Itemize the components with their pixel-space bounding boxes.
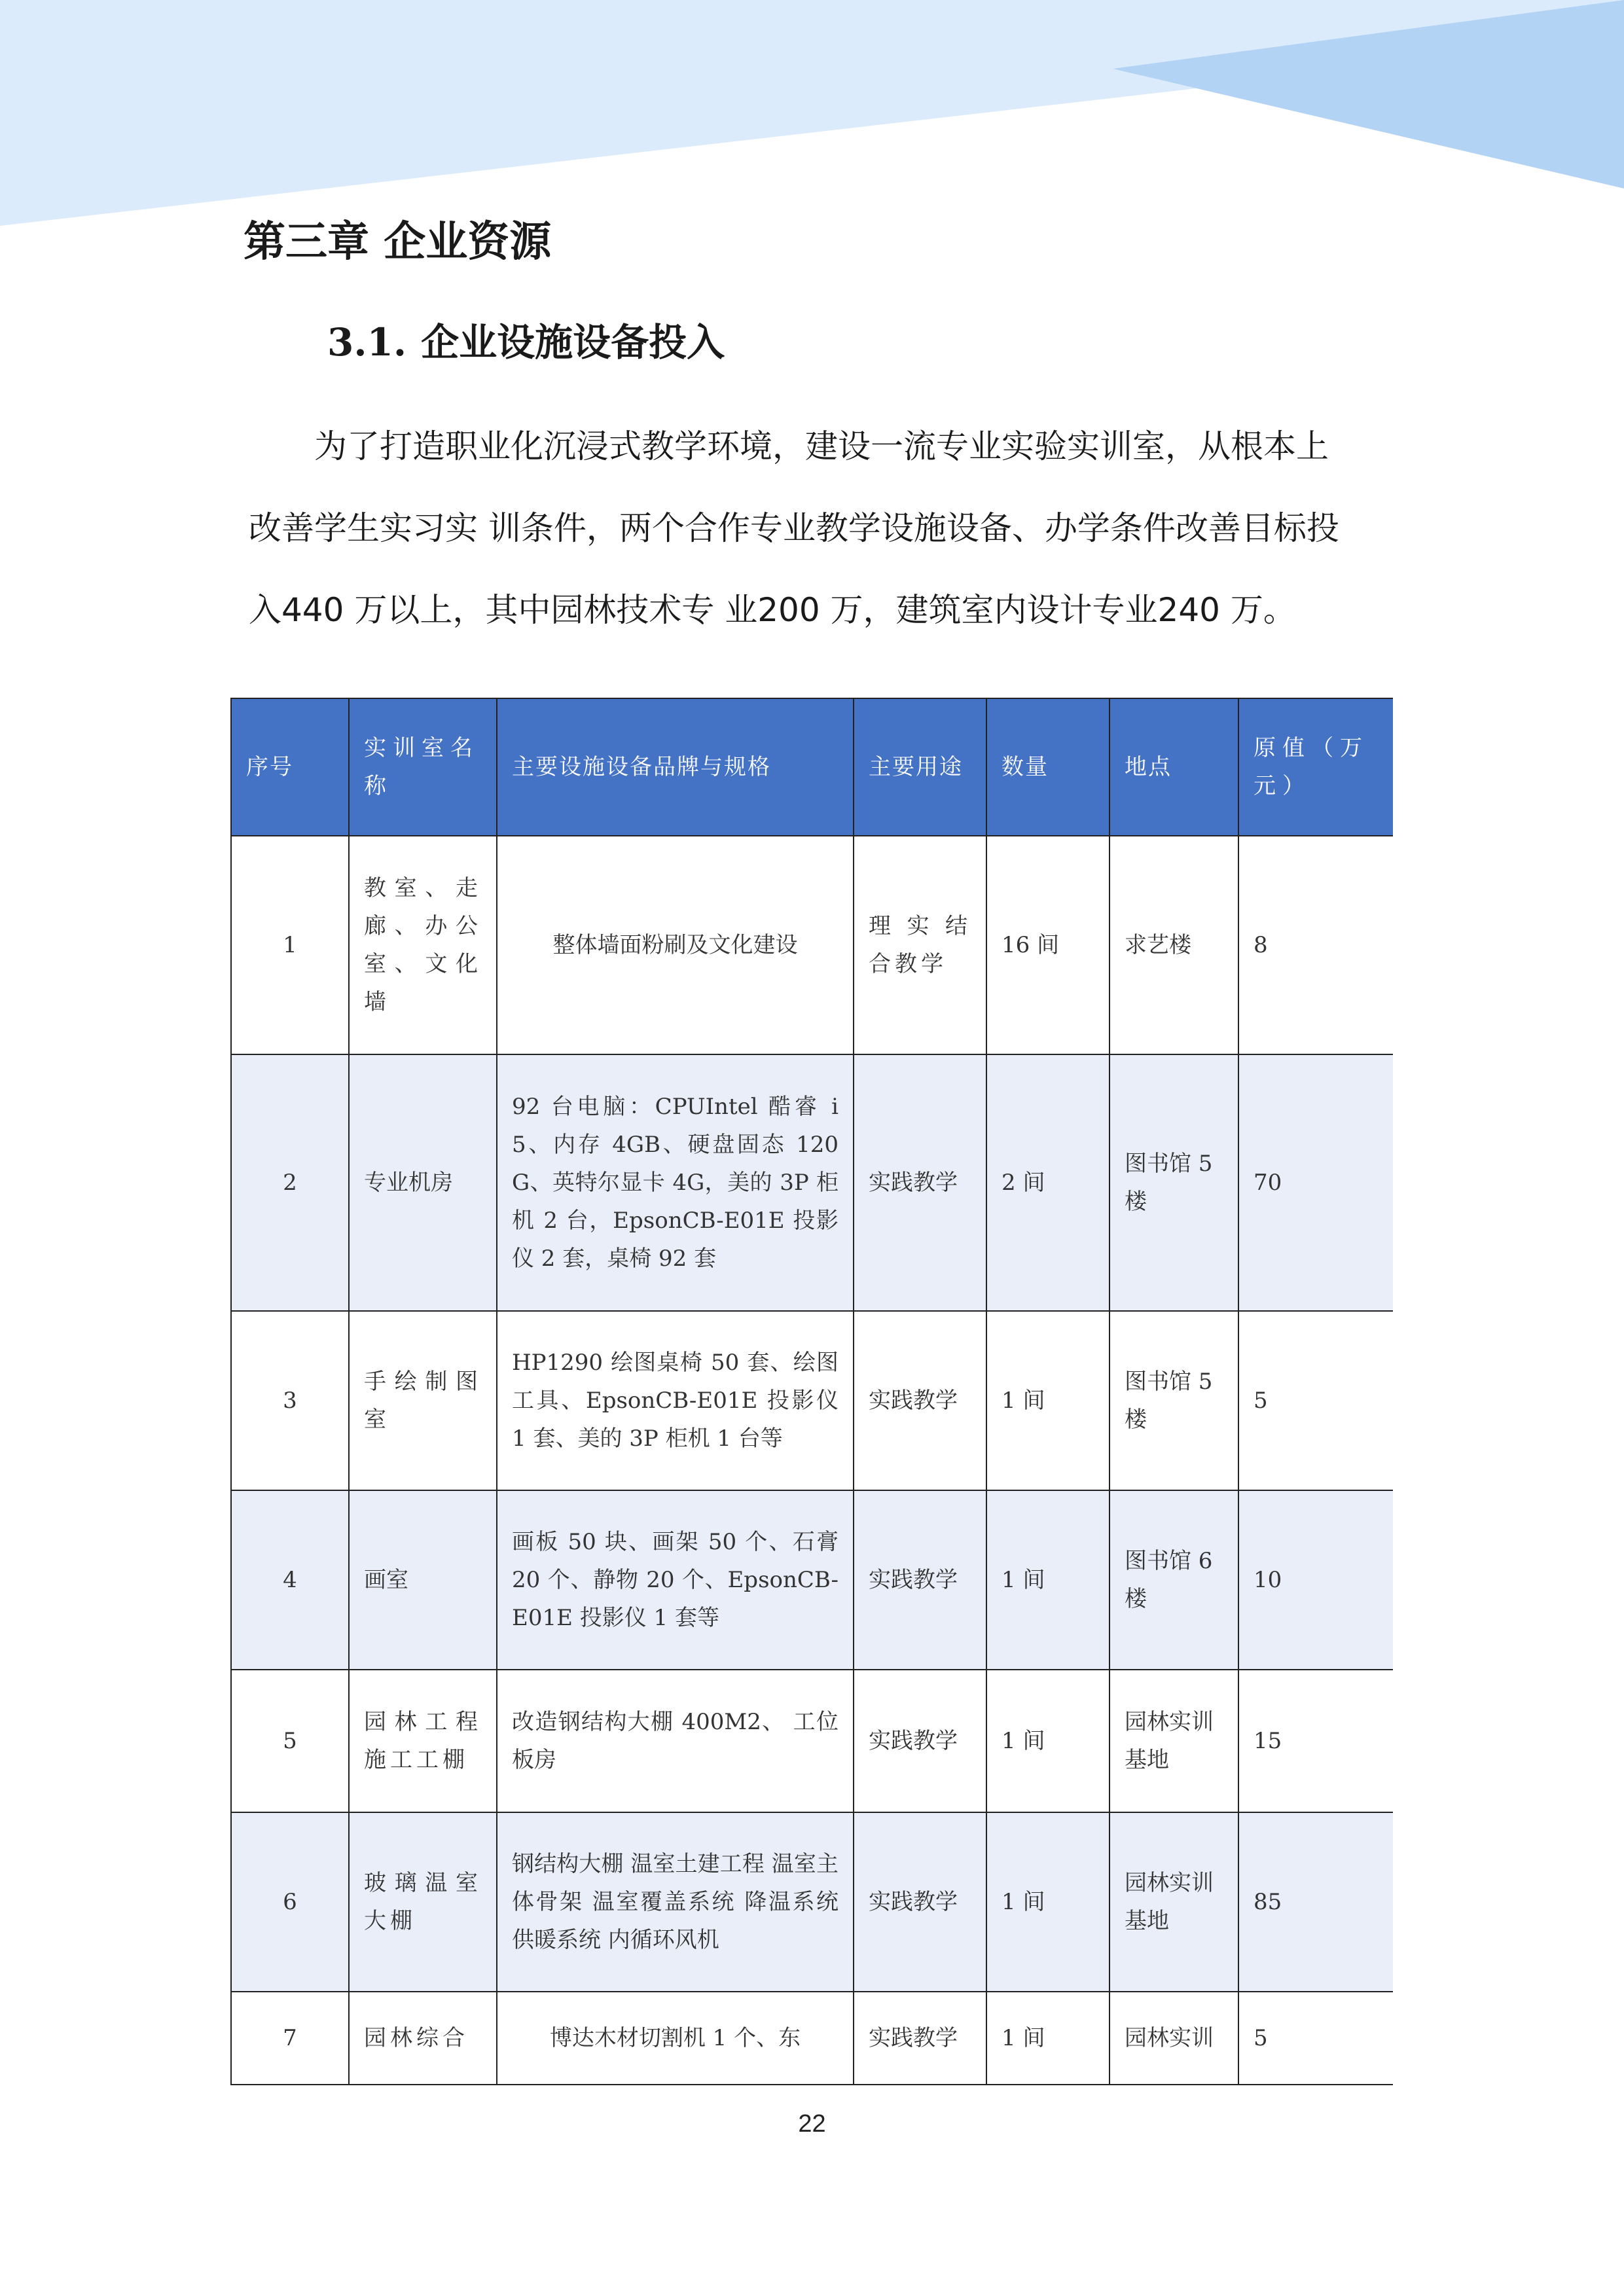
cell-equipment: 钢结构大棚 温室土建工程 温室主体骨架 温室覆盖系统 降温系统 供暖系统 内循环风机 bbox=[497, 1812, 854, 1992]
cell-room-name: 教室、走廊、办公室、文化墙 bbox=[349, 836, 497, 1054]
cell-no: 3 bbox=[231, 1311, 349, 1490]
cell-no: 4 bbox=[231, 1490, 349, 1670]
cell-location: 园林实训基地 bbox=[1110, 1670, 1238, 1812]
cell-value: 85 bbox=[1238, 1812, 1393, 1992]
cell-qty: 1 间 bbox=[986, 1812, 1110, 1992]
cell-use: 实践教学 bbox=[854, 1670, 986, 1812]
table-row bbox=[231, 1311, 1393, 1490]
cell-location: 园林实训 bbox=[1110, 1992, 1238, 2085]
intro-line: 为了打造职业化沉浸式教学环境，建设一流专业实验实训室，从根本上 bbox=[314, 427, 1329, 465]
facilities-table-container bbox=[230, 698, 1393, 2092]
table-row bbox=[231, 1054, 1393, 1311]
cell-no: 1 bbox=[231, 836, 349, 1054]
table-row bbox=[231, 1490, 1393, 1670]
header-banner bbox=[0, 0, 1624, 236]
cell-equipment: 整体墙面粉刷及文化建设 bbox=[497, 836, 854, 1054]
cell-qty: 2 间 bbox=[986, 1054, 1110, 1311]
intro-line: 改善学生实习实 训条件，两个合作专业教学设施设备、办学条件改善目标投 bbox=[249, 509, 1339, 547]
header-equipment: 主要设施设备品牌与规格 bbox=[497, 698, 854, 836]
cell-room-name: 玻璃温室大棚 bbox=[349, 1812, 497, 1992]
cell-value: 5 bbox=[1238, 1311, 1393, 1490]
section-title: 企业设施设备投入 bbox=[421, 320, 725, 365]
cell-room-name: 专业机房 bbox=[349, 1054, 497, 1311]
cell-location: 图书馆 6 楼 bbox=[1110, 1490, 1238, 1670]
cell-qty: 16 间 bbox=[986, 836, 1110, 1054]
cell-equipment: 改造钢结构大棚 400M2、 工位 板房 bbox=[497, 1670, 854, 1812]
cell-room-name: 园林工程施工工棚 bbox=[349, 1670, 497, 1812]
cell-value: 8 bbox=[1238, 836, 1393, 1054]
cell-no: 5 bbox=[231, 1670, 349, 1812]
cell-room-name: 手绘制图室 bbox=[349, 1311, 497, 1490]
cell-qty: 1 间 bbox=[986, 1670, 1110, 1812]
cell-location: 图书馆 5 楼 bbox=[1110, 1054, 1238, 1311]
cell-use: 实践教学 bbox=[854, 1490, 986, 1670]
cell-qty: 1 间 bbox=[986, 1311, 1110, 1490]
cell-use: 实践教学 bbox=[854, 1311, 986, 1490]
cell-room-name: 画室 bbox=[349, 1490, 497, 1670]
cell-value: 5 bbox=[1238, 1992, 1393, 2085]
header-value: 原值（万元） bbox=[1238, 698, 1393, 836]
chapter-title: 第三章 企业资源 bbox=[244, 218, 552, 266]
cell-location: 求艺楼 bbox=[1110, 836, 1238, 1054]
table-row bbox=[231, 1670, 1393, 1812]
cell-location: 图书馆 5 楼 bbox=[1110, 1311, 1238, 1490]
cell-no: 7 bbox=[231, 1992, 349, 2085]
header-qty: 数量 bbox=[986, 698, 1110, 836]
header-room-name: 实训室名称 bbox=[349, 698, 497, 836]
cell-use: 实践教学 bbox=[854, 1992, 986, 2085]
page-number: 22 bbox=[798, 2110, 826, 2138]
header-no: 序号 bbox=[231, 698, 349, 836]
header-location: 地点 bbox=[1110, 698, 1238, 836]
cell-use: 理实结合教学 bbox=[854, 836, 986, 1054]
section-heading bbox=[327, 312, 725, 367]
cell-qty: 1 间 bbox=[986, 1490, 1110, 1670]
table-row bbox=[231, 836, 1393, 1054]
cell-location: 园林实训基地 bbox=[1110, 1812, 1238, 1992]
cell-equipment: 92 台电脑：CPUIntel 酷睿 i5、内存 4GB、硬盘固态 120G、英特尔显卡 4G，美的 3P 柜机 2 台，EpsonCB-E01E 投影仪 2 套，桌椅 92 套 bbox=[497, 1054, 854, 1311]
cell-use: 实践教学 bbox=[854, 1054, 986, 1311]
cell-use: 实践教学 bbox=[854, 1812, 986, 1992]
cell-room-name: 园林综合 bbox=[349, 1992, 497, 2085]
cell-value: 70 bbox=[1238, 1054, 1393, 1311]
table-header-row bbox=[231, 698, 1393, 836]
cell-equipment: 画板 50 块、画架 50 个、石膏 20 个、静物 20 个、EpsonCB-E01E 投影仪 1 套等 bbox=[497, 1490, 854, 1670]
cell-no: 6 bbox=[231, 1812, 349, 1992]
facilities-table bbox=[230, 698, 1393, 2085]
intro-paragraph bbox=[249, 406, 1388, 651]
cell-equipment: 博达木材切割机 1 个、东 bbox=[497, 1992, 854, 2085]
cell-value: 10 bbox=[1238, 1490, 1393, 1670]
table-row bbox=[231, 1812, 1393, 1992]
cell-no: 2 bbox=[231, 1054, 349, 1311]
table-row bbox=[231, 1992, 1393, 2085]
cell-equipment: HP1290 绘图桌椅 50 套、绘图工具、EpsonCB-E01E 投影仪 1 套、美的 3P 柜机 1 台等 bbox=[497, 1311, 854, 1490]
intro-line: 入440 万以上，其中园林技术专 业200 万，建筑室内设计专业240 万。 bbox=[249, 591, 1296, 629]
cell-qty: 1 间 bbox=[986, 1992, 1110, 2085]
header-use: 主要用途 bbox=[854, 698, 986, 836]
section-number: 3.1. bbox=[327, 320, 407, 365]
cell-value: 15 bbox=[1238, 1670, 1393, 1812]
